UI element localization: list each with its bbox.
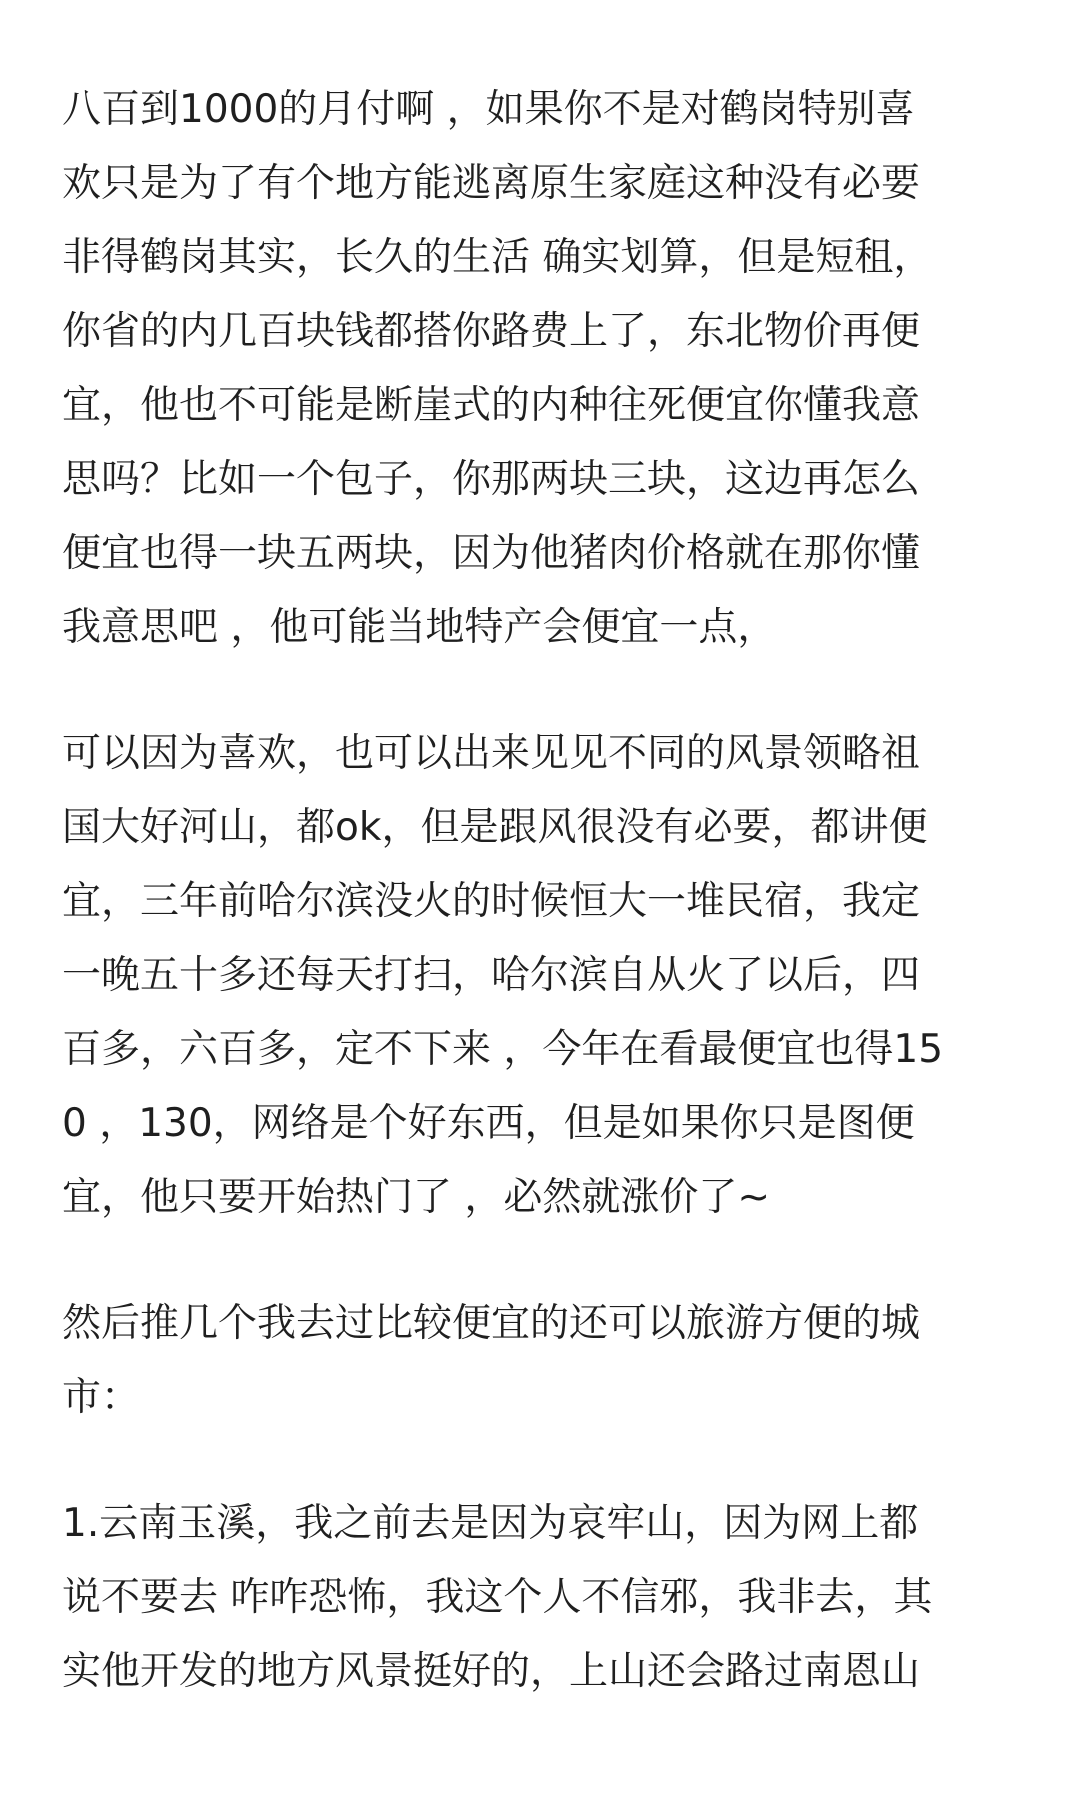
- paragraph-travel-trend: [62, 717, 1042, 1235]
- text-line: 你省的内几百块钱都搭你路费上了，东北物价再便: [62, 309, 921, 354]
- text-line: 宜，他也不可能是断崖式的内种往死便宜你懂我意: [62, 383, 921, 428]
- text-line: 我意思吧 ，他可能当地特产会便宜一点，: [62, 605, 777, 650]
- text-line: 0 ，130，网络是个好东西，但是如果你只是图便: [62, 1101, 915, 1146]
- text-line: 非得鹤岗其实，长久的生活 确实划算，但是短租，: [62, 235, 933, 280]
- text-line: 宜，他只要开始热门了 ，必然就涨价了~: [62, 1175, 771, 1220]
- paragraph-rent-cost: [62, 73, 1042, 665]
- text-line: 然后推几个我去过比较便宜的还可以旅游方便的城: [62, 1301, 921, 1346]
- text-line: 市：: [62, 1375, 141, 1420]
- paragraph-city-intro: [62, 1287, 1042, 1435]
- text-line: 便宜也得一块五两块，因为他猪肉价格就在那你懂: [62, 531, 921, 576]
- text-line: 八百到1000的月付啊 ，如果你不是对鹤岗特别喜: [62, 87, 915, 132]
- paragraph-yuxi: [62, 1487, 1042, 1709]
- text-line: 宜，三年前哈尔滨没火的时候恒大一堆民宿，我定: [62, 879, 921, 924]
- text-line: 欢只是为了有个地方能逃离原生家庭这种没有必要: [62, 161, 921, 206]
- text-line: 1.云南玉溪，我之前去是因为哀牢山，因为网上都: [62, 1501, 919, 1546]
- text-line: 国大好河山，都ok，但是跟风很没有必要，都讲便: [62, 805, 928, 850]
- text-line: 实他开发的地方风景挺好的，上山还会路过南恩山: [62, 1649, 921, 1694]
- article-body: [62, 73, 1042, 1709]
- text-line: 百多，六百多，定不下来 ，今年在看最便宜也得15: [62, 1027, 944, 1072]
- text-line: 说不要去 咋咋恐怖，我这个人不信邪，我非去，其: [62, 1575, 933, 1620]
- text-line: 可以因为喜欢，也可以出来见见不同的风景领略祖: [62, 731, 921, 776]
- text-line: 一晚五十多还每天打扫，哈尔滨自从火了以后，四: [62, 953, 921, 998]
- text-line: 思吗？比如一个包子，你那两块三块，这边再怎么: [62, 457, 921, 502]
